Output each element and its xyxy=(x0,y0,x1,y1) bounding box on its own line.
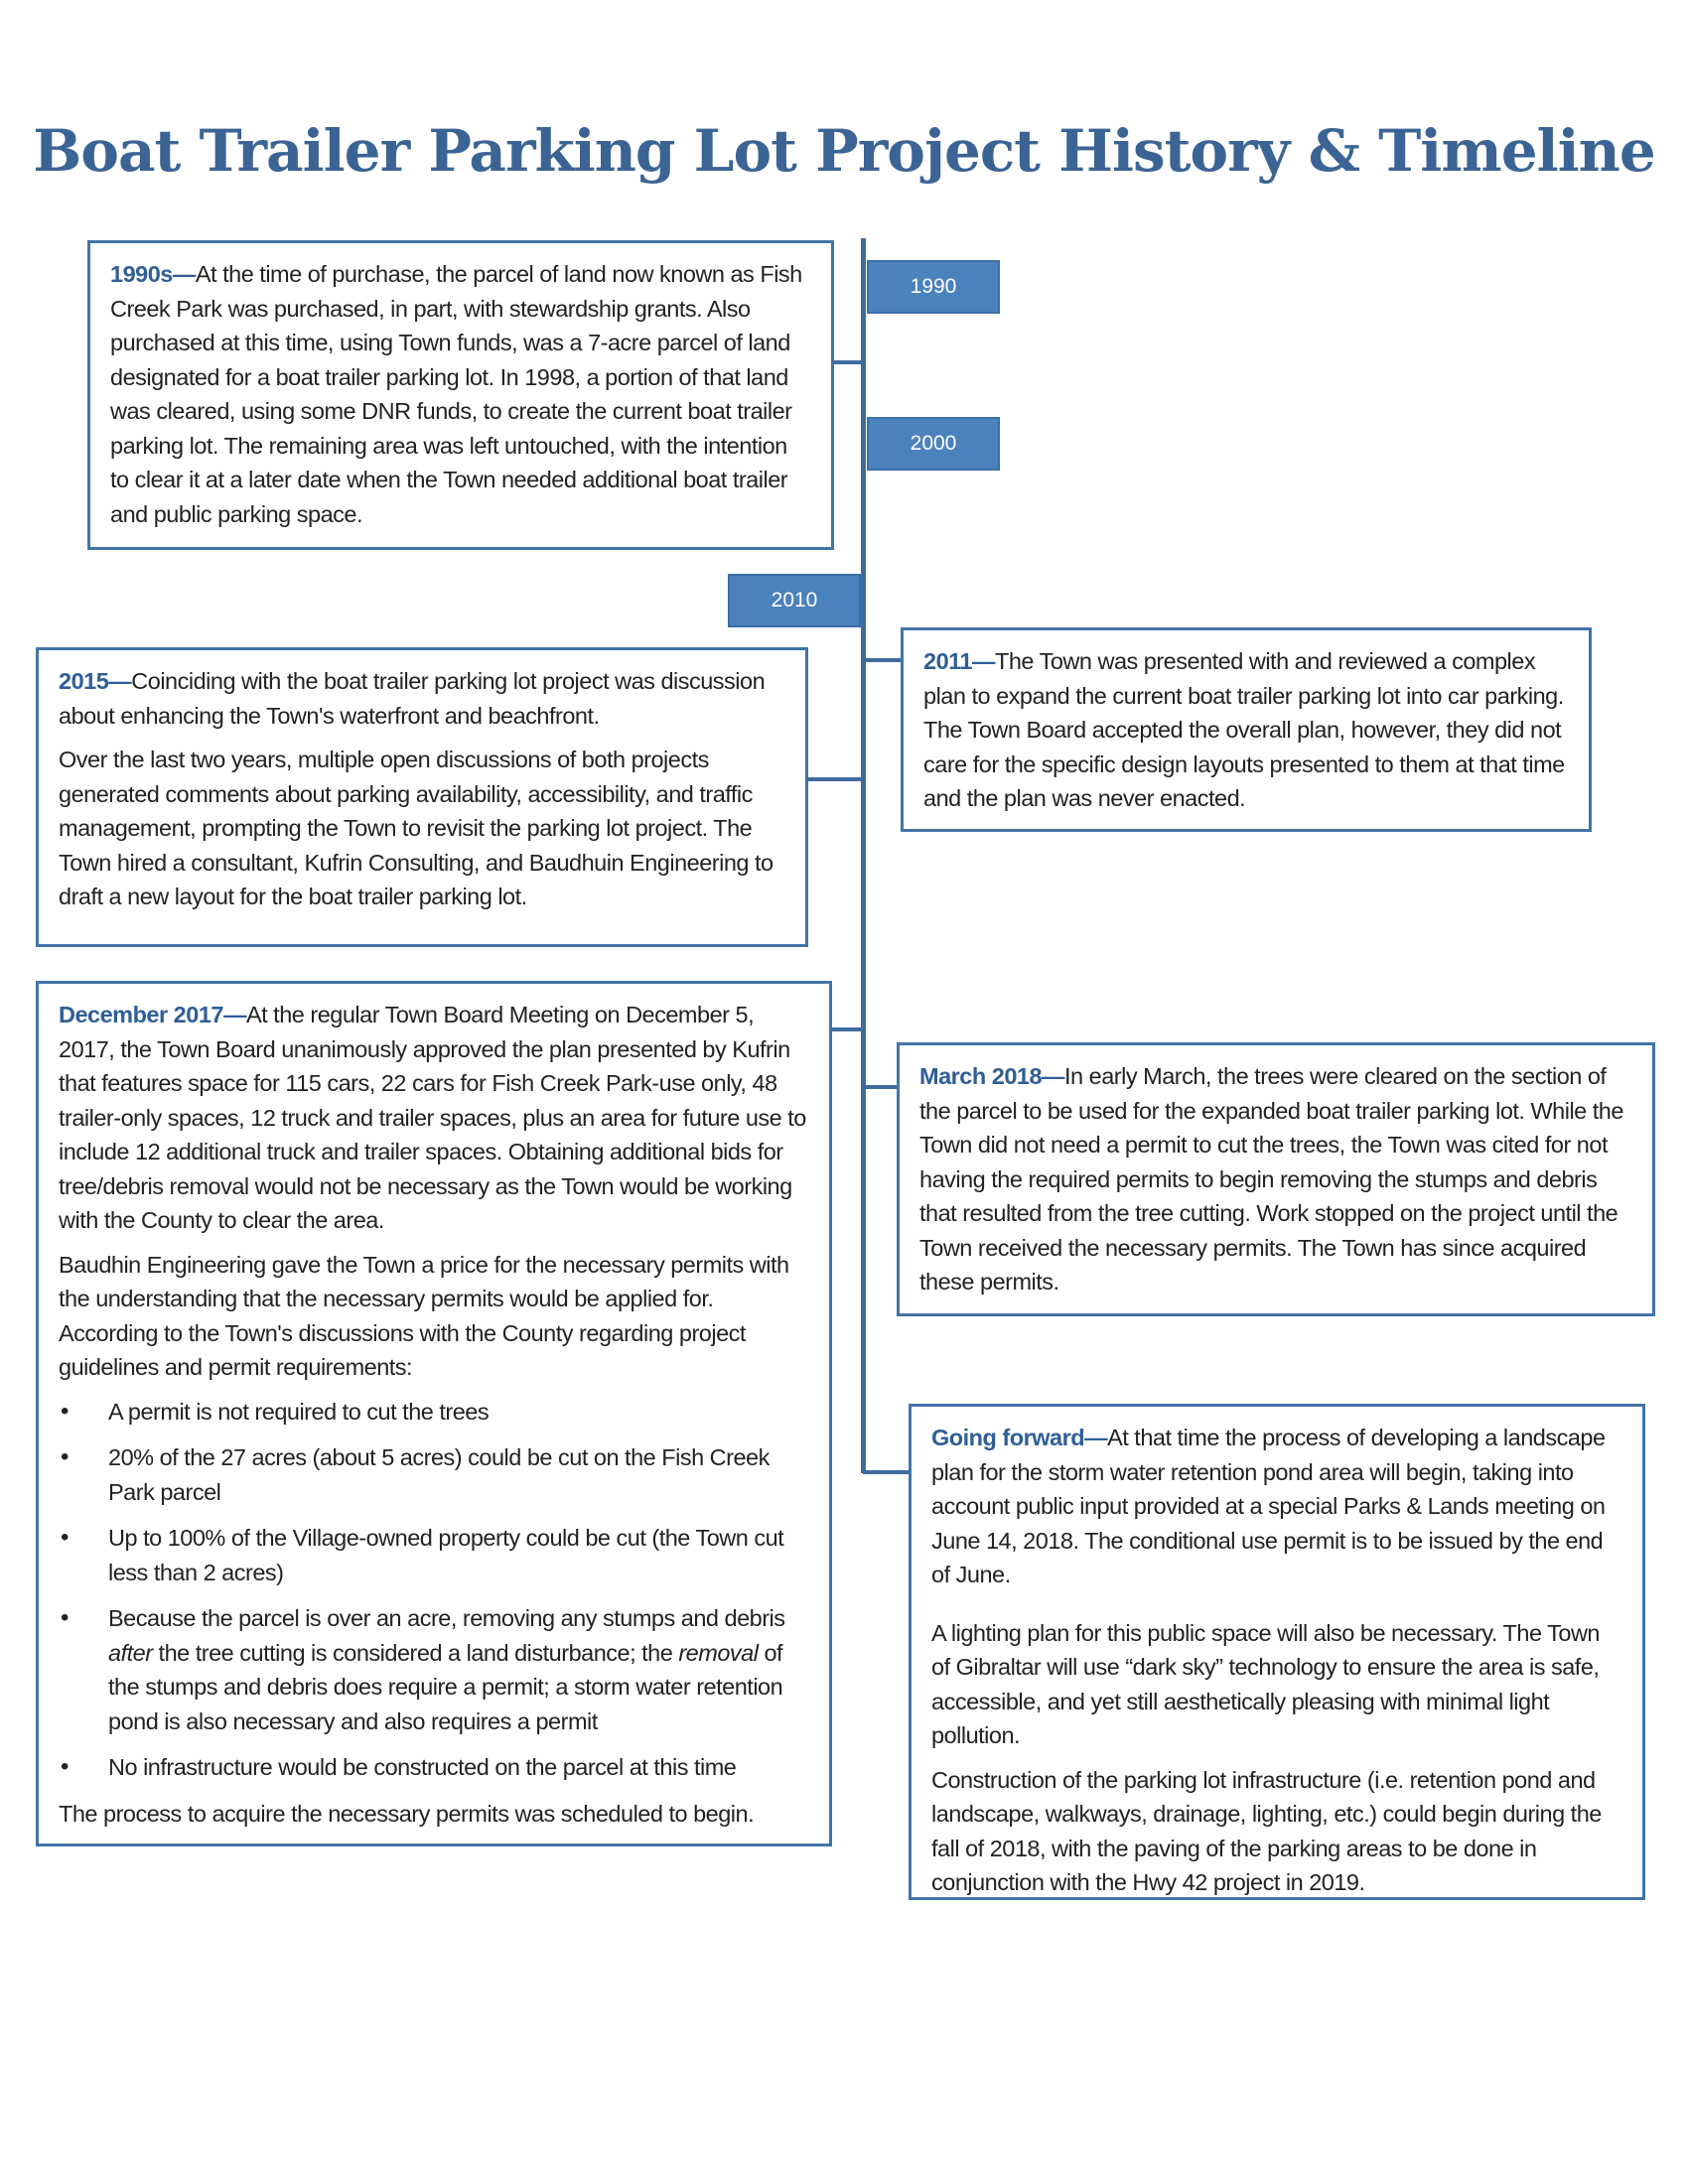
entry-1990s-text: 1990s—At the time of purchase, the parcel of land now known as Fish Creek Park was purchased, in part, with stewardship grants. Also purchased at this time, using Town funds, was a 7-acre parcel of land designated for a boat trailer parking lot. In 1998, a portion of that land was cleared, using some DNR funds, to create the current boat trailer parking lot. The remaining area was left untouched, with the intention to clear it at a later date when the Town needed additional boat trailer and public parking space. xyxy=(110,261,802,527)
connector-1990s xyxy=(832,360,864,364)
connector-2017 xyxy=(830,1027,863,1031)
entry-2017-text: December 2017—At the regular Town Board Meeting on December 5, 2017, the Town Board unanimously approved the plan presented by Kufrin that features space for 115 cars, 22 cars for Fish Creek Park-use only, 48 trailer-only spaces, 12 truck and trailer spaces, plus an area for future use to include 12 additional truck and trailer spaces. Obtaining additional bids for tree/debris removal would not be necessary as the Town would be working with the County to clear the area. xyxy=(59,1002,806,1233)
entry-2017-paragraph-3: The process to acquire the necessary permits was scheduled to begin. xyxy=(59,1800,755,1827)
entry-2011-text: 2011—The Town was presented with and reviewed a complex plan to expand the current boat trailer parking lot into car parking. The Town Board accepted the overall plan, however, they did not care for the specific design layouts presented to them at that time and the plan was never enacted. xyxy=(923,648,1565,811)
entry-forward-paragraph-3: Construction of the parking lot infrastructure (i.e. retention pond and landscape, walkways, drainage, lighting, etc.) could begin during the fall of 2018, with the paving of the parking areas to be done in conjunction with the Hwy 42 project in 2019. xyxy=(931,1766,1602,1895)
entry-lead: December 2017— xyxy=(59,1002,246,1027)
spacer xyxy=(931,1602,1622,1616)
entry-lead: Going forward— xyxy=(931,1425,1108,1450)
entry-1990s xyxy=(87,240,834,550)
entry-forward-paragraph-2: A lighting plan for this public space will also be necessary. The Town of Gibraltar will use “dark sky” technology to ensure the area is safe, accessible, and yet still aesthetically pleasing with minimal light pollution. xyxy=(931,1619,1601,1748)
entry-2015 xyxy=(36,647,808,947)
entry-2017-paragraph-2: Baudhin Engineering gave the Town a price for the necessary permits with the understanding that the necessary permits would be applied for. According to the Town's discussions with the County regarding project guidelines and permit requirements: xyxy=(59,1251,789,1380)
entry-march-2018 xyxy=(897,1042,1655,1316)
list-item: • Because the parcel is over an acre, removing any stumps and debris after the tree cutting is considered a land disturbance; the removal of the stumps and debris does require a permit; a storm water retention pond is also necessary and also requires a permit xyxy=(59,1601,809,1738)
permit-requirements-list xyxy=(59,1395,809,1785)
entry-2018-text: March 2018—In early March, the trees were cleared on the section of the parcel to be used for the expanded boat trailer parking lot. While the Town did not need a permit to cut the trees, the Town was cited for not having the required permits to begin removing the stumps and debris that resulted from the tree cutting. Work stopped on the project until the Town received the necessary permits. The Town has since acquired these permits. xyxy=(919,1063,1623,1295)
connector-2015 xyxy=(806,777,863,781)
connector-forward xyxy=(863,1470,911,1474)
year-marker-2000: 2000 xyxy=(867,417,1000,471)
entry-going-forward xyxy=(909,1404,1645,1900)
page-title: Boat Trailer Parking Lot Project History & Timeline xyxy=(33,117,1655,185)
entry-lead: March 2018— xyxy=(919,1063,1065,1089)
list-item: • A permit is not required to cut the trees xyxy=(59,1395,809,1430)
entry-2015-paragraph-2: Over the last two years, multiple open discussions of both projects generated comments about parking availability, accessibility, and traffic management, prompting the Town to revisit the parking lot project. The Town hired a consultant, Kufrin Consulting, and Baudhuin Engineering to draft a new layout for the boat trailer parking lot. xyxy=(59,747,774,909)
connector-2018 xyxy=(863,1085,899,1089)
year-marker-1990: 1990 xyxy=(867,260,1000,314)
entry-lead: 1990s— xyxy=(110,261,196,287)
entry-lead: 2015— xyxy=(59,668,132,694)
list-item: • Up to 100% of the Village-owned property could be cut (the Town cut less than 2 acres) xyxy=(59,1521,809,1589)
connector-2011 xyxy=(863,658,903,662)
list-item: • No infrastructure would be constructed on the parcel at this time xyxy=(59,1750,809,1785)
entry-2015-text: 2015—Coinciding with the boat trailer parking lot project was discussion about enhancing the Town's waterfront and beachfront. xyxy=(59,668,766,729)
entry-forward-text: Going forward—At that time the process of developing a landscape plan for the storm water retention pond area will begin, taking into account public input provided at a special Parks & Lands meeting on June 14, 2018. The conditional use permit is to be issued by the end of June. xyxy=(931,1425,1606,1587)
year-marker-2010: 2010 xyxy=(728,574,861,627)
entry-2011 xyxy=(901,627,1592,832)
timeline-spine xyxy=(861,238,866,1473)
entry-lead: 2011— xyxy=(923,648,995,674)
list-item: • 20% of the 27 acres (about 5 acres) could be cut on the Fish Creek Park parcel xyxy=(59,1440,809,1509)
entry-december-2017 xyxy=(36,981,832,1846)
